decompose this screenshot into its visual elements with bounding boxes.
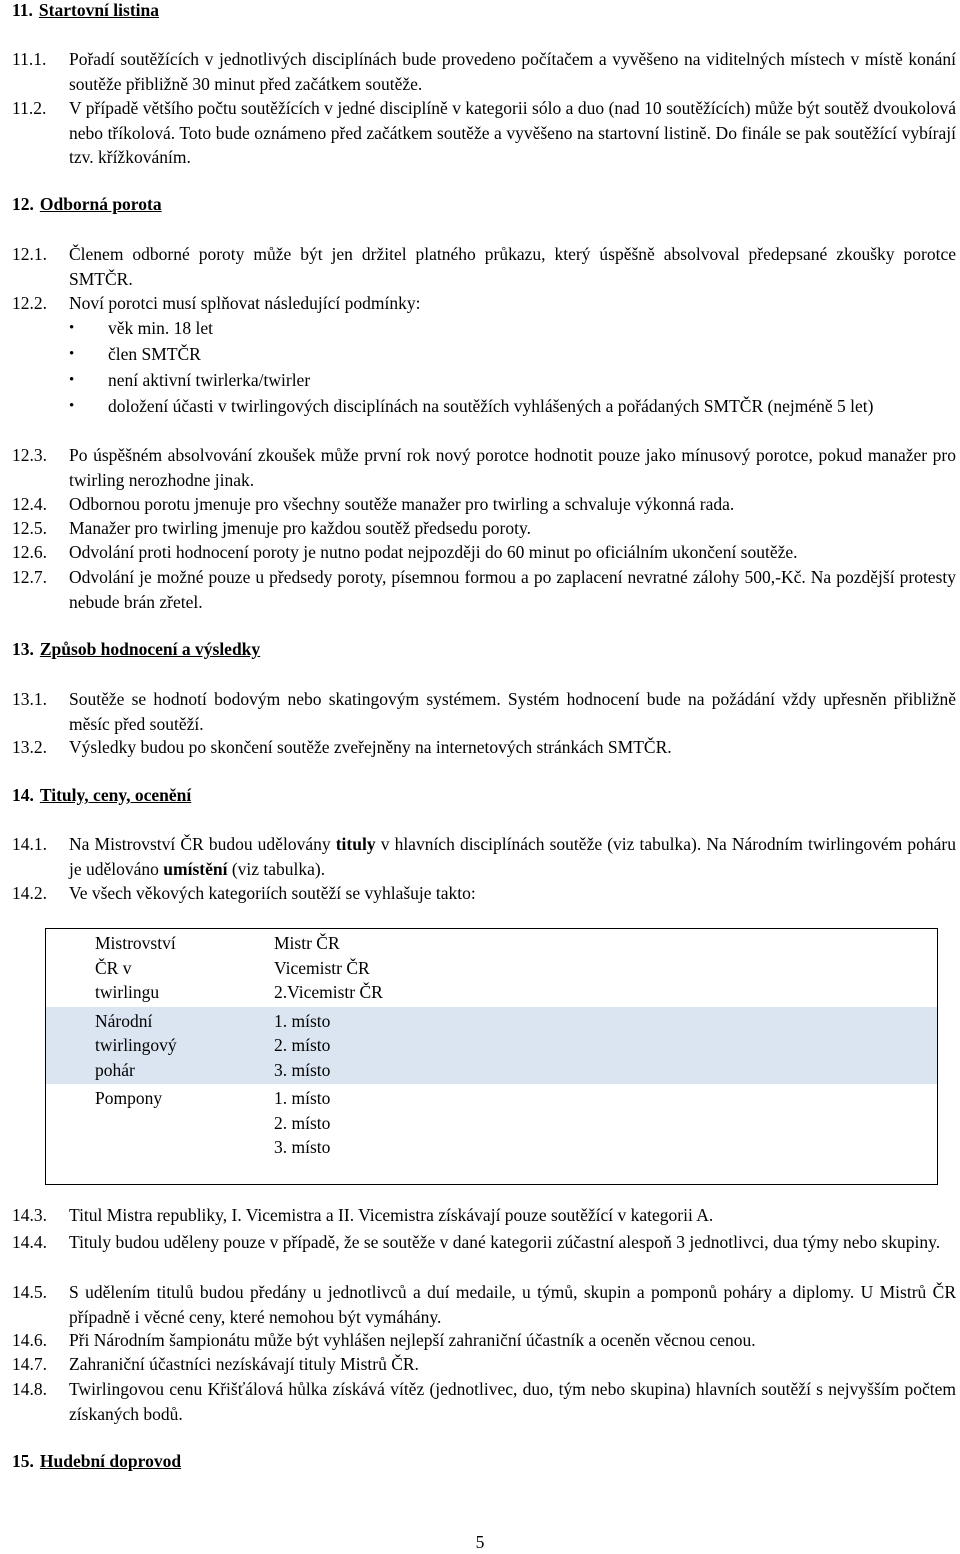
- cell-line: pohár: [95, 1059, 135, 1080]
- clause-number: 14.4.: [12, 1232, 47, 1252]
- clause-text: Noví porotci musí splňovat následující podmínky:: [69, 293, 421, 313]
- clause-text: V případě většího počtu soutěžících v jedné disciplíně v kategorii sólo a duo (nad 10 soutěžících) může být soutěž dvoukolová nebo tříkolová. Toto bude oznámeno před začátkem soutěže a vyvěšeno na startovní listině. Do finále se pak soutěžící vybírají tzv. křížkováním.: [69, 98, 956, 167]
- clause-text-bold: tituly: [335, 834, 376, 854]
- clause-text: Titul Mistra republiky, I. Vicemistra a II. Vicemistra získávají pouze soutěžící v kategorii A.: [69, 1205, 714, 1225]
- clause-12-4: [12, 492, 956, 517]
- bullet-icon: •: [69, 398, 75, 414]
- clause-text: Odbornou porotu jmenuje pro všechny soutěže manažer pro twirling a schvaluje výkonná rada.: [69, 494, 735, 514]
- clause-text-part: v hlavních disciplínách soutěže (viz tabulka). Na Národním twirlingovém poháru je udělováno: [69, 834, 956, 879]
- clause-12-2: [12, 291, 956, 316]
- cell-line: Mistrovství: [95, 933, 176, 953]
- clause-14-3: [12, 1203, 956, 1228]
- clause-text: Odvolání proti hodnocení poroty je nutno podat nejpozději do 60 minut po oficiálním ukončení soutěže.: [69, 542, 798, 562]
- cell-line: Národní: [95, 1010, 153, 1031]
- clause-number: 12.6.: [12, 542, 47, 562]
- table-cell-category: [46, 929, 226, 1007]
- condition-text: není aktivní twirlerka/twirler: [108, 370, 311, 390]
- section-number: 11.: [12, 0, 33, 20]
- clause-number: 11.2.: [12, 98, 47, 118]
- section-heading-14: [12, 785, 191, 806]
- cell-line: twirlingový: [95, 1035, 177, 1055]
- clause-text: Zahraniční účastníci nezískávají tituly Mistrů ČR.: [69, 1354, 419, 1374]
- clause-text: [69, 832, 956, 881]
- table-row: [46, 929, 938, 1007]
- titles-table: [45, 928, 938, 1185]
- clause-number: 14.6.: [12, 1330, 47, 1350]
- page-number: 5: [475, 1532, 485, 1552]
- cell-line: Mistr ČR: [274, 933, 340, 953]
- section-number: 15.: [12, 1451, 34, 1471]
- condition-item: [69, 342, 949, 367]
- section-title: Odborná porota: [39, 194, 162, 214]
- condition-text: doložení účasti v twirlingových disciplínách na soutěžích vyhlášených a pořádaných SMTČR (nejméně 5 let): [108, 396, 874, 416]
- clause-11-1: [12, 47, 956, 96]
- clause-12-7: [12, 565, 956, 614]
- table-cell-category: [46, 1084, 226, 1184]
- section-heading-12: [12, 194, 162, 215]
- bullet-icon: •: [69, 320, 75, 336]
- cell-line: 3. místo: [274, 1059, 331, 1080]
- section-title: Startovní listina: [38, 0, 160, 20]
- clause-number: 12.7.: [12, 567, 47, 587]
- table-row: [46, 1007, 938, 1085]
- clause-number: 14.1.: [12, 834, 47, 854]
- section-title: Tituly, ceny, ocenění: [39, 785, 192, 805]
- bullet-icon: •: [69, 346, 75, 362]
- clause-text: Výsledky budou po skončení soutěže zveřejněny na internetových stránkách SMTČR.: [69, 737, 672, 757]
- clause-number: 12.5.: [12, 518, 47, 538]
- condition-item: [69, 368, 949, 393]
- cell-line: 2.Vicemistr ČR: [274, 982, 383, 1002]
- clause-number: 12.1.: [12, 244, 47, 264]
- cell-line: ČR v: [95, 957, 132, 978]
- clause-14-4: [12, 1230, 956, 1255]
- clause-text: Tituly budou uděleny pouze v případě, že se soutěže v dané kategorii zúčastní alespoň 3 jednotlivci, dua týmy nebo skupiny.: [69, 1232, 941, 1252]
- table-cell-awards: [225, 1007, 938, 1085]
- clause-text-part: Na Mistrovství ČR budou udělovány: [69, 834, 336, 854]
- section-number: 13.: [12, 639, 34, 659]
- table-cell-awards: [225, 929, 938, 1007]
- section-title: Způsob hodnocení a výsledky: [39, 639, 261, 659]
- clause-text: Soutěže se hodnotí bodovým nebo skatingovým systémem. Systém hodnocení bude na požádání vždy upřesněn přibližně měsíc před soutěží.: [69, 689, 956, 734]
- clause-number: 12.4.: [12, 494, 47, 514]
- clause-14-6: [12, 1328, 956, 1353]
- clause-text: Ve všech věkových kategoriích soutěží se vyhlašuje takto:: [69, 883, 476, 903]
- section-heading-13: [12, 639, 260, 660]
- clause-text: S udělením titulů budou předány u jednotlivců a duí medaile, u týmů, skupin a pomponů poháry a diplomy. U Mistrů ČR případně i věcné ceny, které nemohou být vymáhány.: [69, 1282, 956, 1327]
- cell-line: 3. místo: [274, 1137, 331, 1157]
- clause-14-5: [12, 1280, 956, 1329]
- clause-13-1: [12, 687, 956, 736]
- clause-text: Pořadí soutěžících v jednotlivých disciplínách bude provedeno počítačem a vyvěšeno na viditelných místech v místě konání soutěže přibližně 30 minut před začátkem soutěže.: [69, 49, 956, 94]
- table-cell-awards: [225, 1084, 938, 1184]
- section-title: Hudební doprovod: [39, 1451, 182, 1471]
- table-row: [46, 1084, 938, 1184]
- clause-14-8: [12, 1377, 956, 1426]
- clause-12-1: [12, 242, 956, 291]
- clause-12-5: [12, 516, 956, 541]
- condition-text: člen SMTČR: [108, 344, 201, 364]
- cell-line: 1. místo: [274, 1010, 331, 1031]
- clause-number: 11.1.: [12, 49, 47, 69]
- clause-12-6: [12, 540, 956, 565]
- cell-line: 1. místo: [274, 1088, 331, 1108]
- cell-line: twirlingu: [95, 982, 160, 1002]
- cell-line: Pompony: [95, 1088, 163, 1108]
- clause-14-1: [12, 832, 956, 881]
- clause-number: 14.5.: [12, 1282, 47, 1302]
- clause-14-7: [12, 1352, 956, 1377]
- clause-number: 13.2.: [12, 737, 47, 757]
- clause-12-3: [12, 443, 956, 492]
- condition-item: [69, 316, 949, 341]
- section-number: 12.: [12, 194, 34, 214]
- clause-number: 12.3.: [12, 445, 47, 465]
- section-number: 14.: [12, 785, 34, 805]
- clause-number: 14.2.: [12, 883, 47, 903]
- clause-text: Manažer pro twirling jmenuje pro každou soutěž předsedu poroty.: [69, 518, 531, 538]
- clause-text-bold: umístění: [163, 858, 228, 879]
- section-heading-15: [12, 1451, 181, 1472]
- clause-text: Při Národním šampionátu může být vyhlášen nejlepší zahraniční účastník a oceněn věcnou cenou.: [69, 1330, 756, 1350]
- cell-line: Vicemistr ČR: [274, 957, 370, 978]
- condition-item: [69, 394, 949, 419]
- clause-number: 12.2.: [12, 293, 47, 313]
- condition-text: věk min. 18 let: [108, 318, 213, 338]
- clause-14-2: [12, 881, 956, 906]
- clause-text-part: (viz tabulka).: [227, 858, 326, 879]
- clause-text: Po úspěšném absolvování zkoušek může první rok nový porotce hodnotit pouze jako mínusový porotce, pokud manažer pro twirling nerozhodne jinak.: [69, 445, 956, 490]
- clause-11-2: [12, 96, 956, 170]
- clause-number: 14.7.: [12, 1354, 47, 1374]
- bullet-icon: •: [69, 372, 75, 388]
- clause-text: Odvolání je možné pouze u předsedy poroty, písemnou formou a po zaplacení nevratné zálohy 500,-Kč. Na pozdější protesty nebude brán zřetel.: [69, 567, 956, 612]
- table-cell-category: [46, 1007, 226, 1085]
- cell-line: 2. místo: [274, 1112, 331, 1133]
- clause-text: Twirlingovou cenu Křišťálová hůlka získává vítěz (jednotlivec, duo, tým nebo skupina) hlavních soutěží s nejvyšším počtem získaných bodů.: [69, 1379, 956, 1424]
- clause-text: Členem odborné poroty může být jen držitel platného průkazu, který úspěšně absolvoval předepsané zkoušky porotce SMTČR.: [69, 244, 956, 289]
- clause-13-2: [12, 735, 956, 760]
- cell-line: 2. místo: [274, 1035, 331, 1055]
- clause-number: 14.3.: [12, 1205, 47, 1225]
- clause-number: 13.1.: [12, 689, 47, 709]
- clause-number: 14.8.: [12, 1379, 47, 1399]
- section-heading-11: [12, 0, 159, 21]
